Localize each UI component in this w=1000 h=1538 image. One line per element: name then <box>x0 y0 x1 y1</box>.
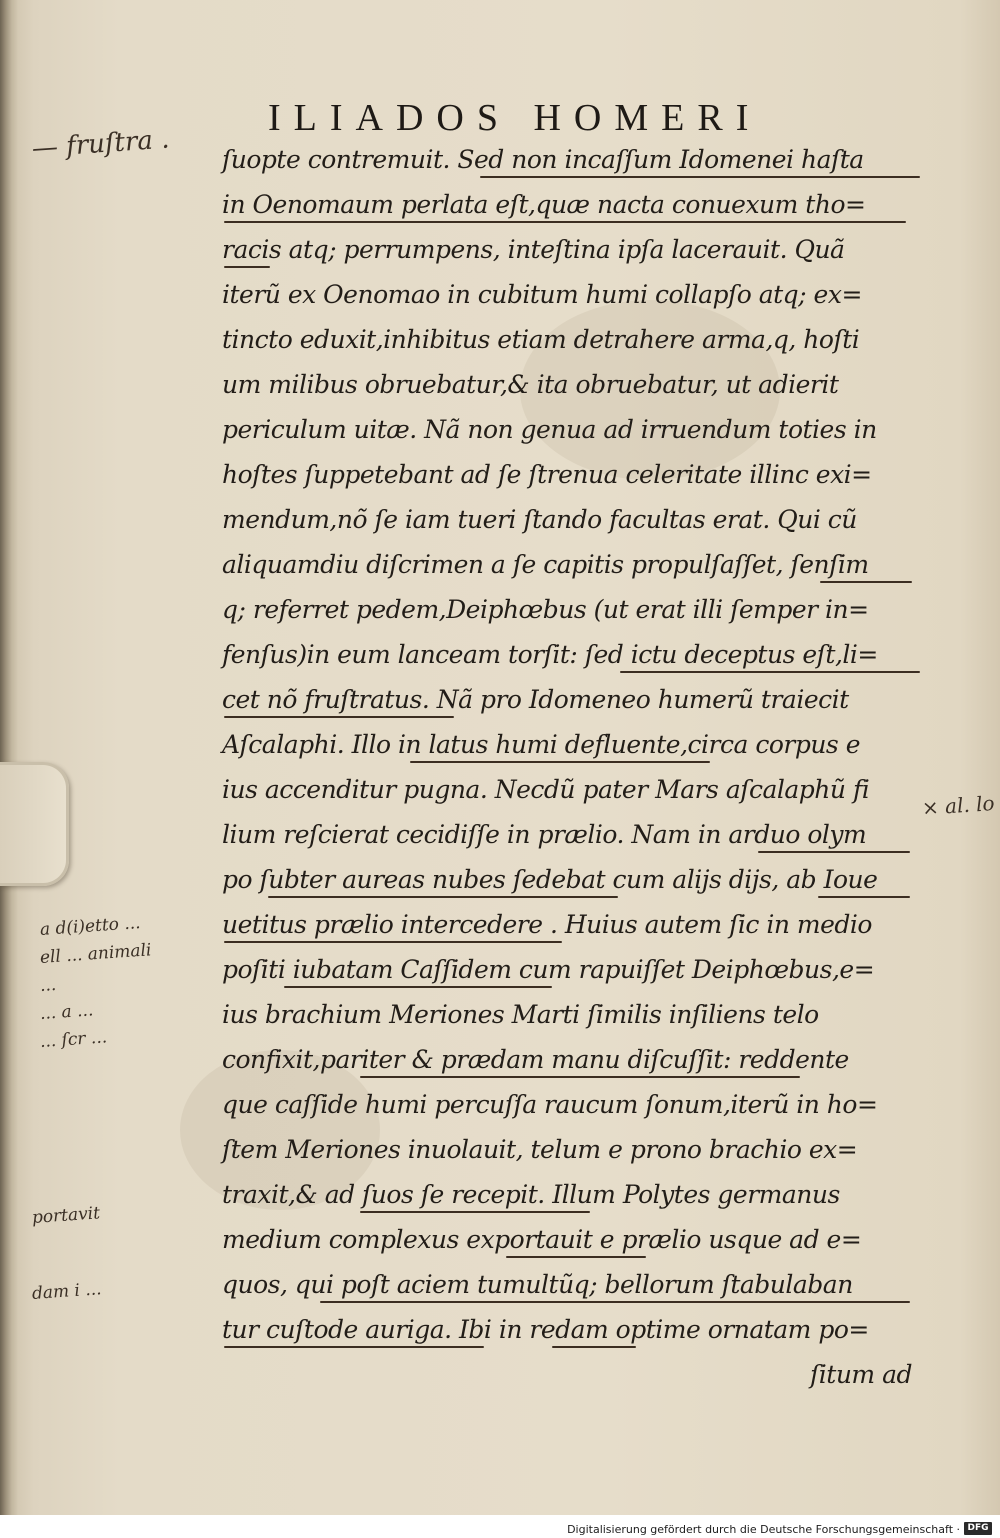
marginal-note: ell ... animali <box>39 940 153 968</box>
running-head: ILIADOS HOMERI <box>268 97 762 139</box>
text-line: racis atq; perrumpens, inteſtina ipſa lacerauit. Quã <box>222 235 845 264</box>
ink-underline <box>620 671 920 673</box>
ink-underline <box>506 1256 646 1258</box>
ink-underline <box>552 1346 636 1348</box>
text-line: medium complexus exportauit e prælio usque ad e= <box>222 1225 862 1254</box>
ink-underline <box>268 896 618 898</box>
text-line: ius brachium Meriones Marti ſimilis inſiliens telo <box>222 1000 819 1029</box>
text-line: um milibus obruebatur,& ita obruebatur, ut adierit <box>222 370 839 399</box>
text-line: po ſubter aureas nubes ſedebat cum alijs dijs, ab Ioue <box>222 865 878 894</box>
footer-credit: Digitalisierung gefördert durch die Deutsche Forschungsgemeinschaft · <box>567 1523 960 1536</box>
text-line: que caſſide humi percuſſa raucum ſonum,iterũ in ho= <box>222 1090 878 1119</box>
ink-underline <box>480 176 920 178</box>
marginal-note: ... <box>39 974 57 996</box>
ink-underline <box>820 581 912 583</box>
marginal-note: dam i ... <box>31 1279 103 1304</box>
text-line: confixit,pariter & prædam manu diſcuſſit: reddente <box>222 1045 849 1074</box>
text-line: periculum uitæ. Nã non genua ad irruendum toties in <box>222 415 877 444</box>
text-line: ſtem Meriones inuolauit, telum e prono brachio ex= <box>222 1135 858 1164</box>
marginal-note: portavit <box>31 1203 101 1228</box>
text-line: ius accenditur pugna. Necdũ pater Mars aſcalaphũ fi <box>222 775 870 804</box>
page-gutter-shadow <box>0 0 18 1515</box>
ink-underline <box>360 1076 800 1078</box>
text-line: ſitum ad <box>810 1360 912 1389</box>
text-line: Aſcalaphi. Illo in latus humi defluente,circa corpus e <box>222 730 861 759</box>
ink-underline <box>224 1346 484 1348</box>
ink-underline <box>410 761 710 763</box>
ink-underline <box>360 1211 590 1213</box>
text-line: aliquamdiu diſcrimen a ſe capitis propulſaſſet, ſenſim <box>222 550 869 579</box>
ink-underline <box>224 716 454 718</box>
ink-underline <box>320 1301 910 1303</box>
ink-underline <box>284 986 552 988</box>
text-line: quos, qui poſt aciem tumultũq; bellorum ſtabulaban <box>222 1270 853 1299</box>
text-line: tur cuſtode auriga. Ibi in redam optime ornatam po= <box>222 1315 869 1344</box>
ink-underline <box>224 941 562 943</box>
text-line: lium reſcierat cecidiſſe in prælio. Nam in arduo olym <box>222 820 867 849</box>
text-line: cet nõ fruſtratus. Nã pro Idomeneo humerũ traiecit <box>222 685 849 714</box>
marginal-note: ... ſcr ... <box>39 1027 108 1052</box>
book-clasp <box>0 762 69 886</box>
ink-underline <box>818 896 910 898</box>
dfg-logo: DFG <box>964 1522 992 1535</box>
text-line: mendum,nõ ſe iam tueri ſtando facultas erat. Qui cũ <box>222 505 857 534</box>
text-line: poſiti iubatam Caſſidem cum rapuiſſet Deiphœbus,e= <box>222 955 875 984</box>
marginal-note: ... a ... <box>39 1000 94 1024</box>
marginal-note: — fruſtra . <box>30 124 171 164</box>
text-line: traxit,& ad ſuos ſe recepit. Illum Polytes germanus <box>222 1180 840 1209</box>
text-line: uetitus prælio intercedere . Huius autem ſic in medio <box>222 910 872 939</box>
ink-underline <box>758 851 910 853</box>
ink-underline <box>224 221 906 223</box>
marginal-note: × al. lo <box>921 790 996 820</box>
text-line: in Oenomaum perlata eſt,quæ nacta conuexum tho= <box>222 190 866 219</box>
text-line: tincto eduxit,inhibitus etiam detrahere arma,q, hoſti <box>222 325 860 354</box>
ink-underline <box>224 266 270 268</box>
text-line: ſuopte contremuit. Sed non incaſſum Idomenei haſta <box>222 145 864 174</box>
text-line: fenſus)in eum lanceam torſit: ſed ictu deceptus eſt,li= <box>222 640 878 669</box>
text-line: iterũ ex Oenomao in cubitum humi collapſo atq; ex= <box>222 280 862 309</box>
text-line: q; referret pedem,Deiphœbus (ut erat illi ſemper in= <box>222 595 869 624</box>
text-line: hoſtes ſuppetebant ad ſe ſtrenua celeritate illinc exi= <box>222 460 872 489</box>
marginal-note: a d(i)etto ... <box>39 912 142 940</box>
